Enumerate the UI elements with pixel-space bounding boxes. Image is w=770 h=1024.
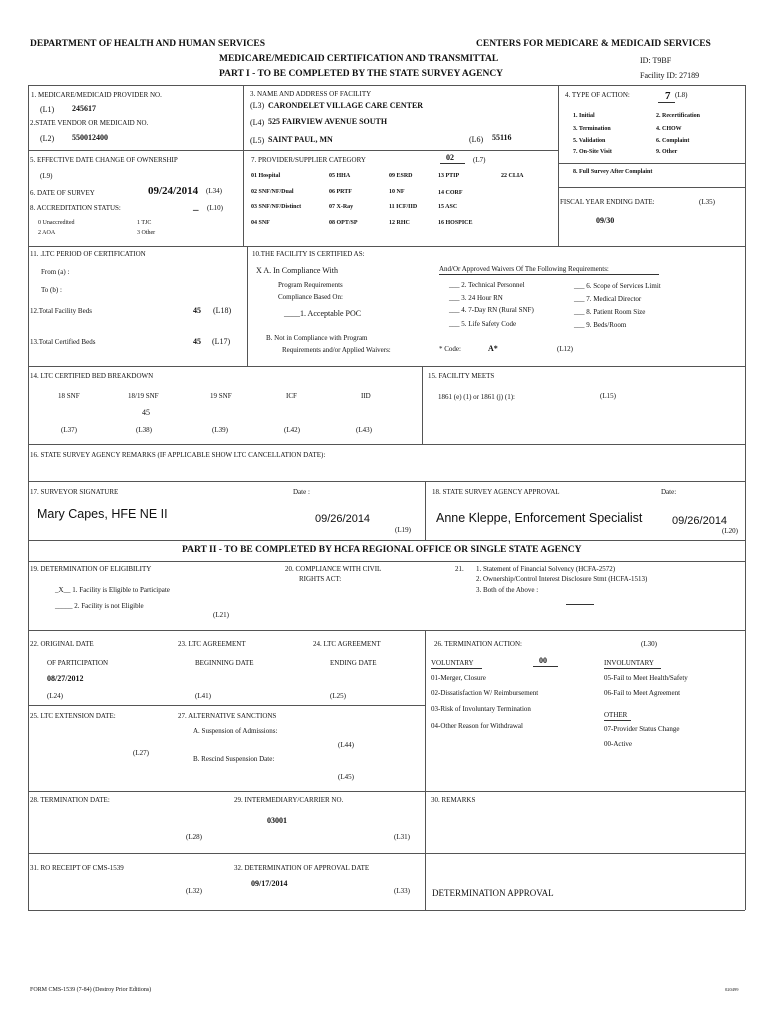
l6-ref: (L6) (469, 135, 484, 144)
civil-rights-label: 20. COMPLIANCE WITH CIVIL (285, 565, 382, 573)
action-opt-8: 8. Full Survey After Complaint (573, 169, 653, 175)
facility-city: SAINT PAUL, MN (268, 135, 333, 144)
category-14: 14 CORF (438, 190, 463, 196)
l4-ref: (L4) (250, 118, 265, 127)
certified-as-label: 10.THE FACILITY IS CERTIFIED AS: (252, 250, 365, 258)
approver-signature: Anne Kleppe, Enforcement Specialist (436, 511, 643, 525)
underline (566, 604, 594, 605)
waiver-5: ___ 5. Life Safety Code (449, 320, 517, 328)
accred-opt-3: 3 Other (137, 230, 156, 236)
category-22: 22 CLIA (501, 173, 524, 179)
l19-ref: (L19) (395, 526, 411, 534)
l43-ref: (L43) (356, 426, 372, 434)
voluntary-02: 02-Dissatisfaction W/ Reimbursement (431, 689, 539, 697)
suspension-admissions: A. Suspension of Admissions: (193, 727, 278, 735)
type-of-action-label: 4. TYPE OF ACTION: (565, 91, 630, 99)
l31-ref: (L31) (394, 833, 410, 841)
l10-ref: (L10) (207, 204, 223, 212)
provider-no-value: 245617 (72, 104, 96, 113)
certified-beds-label: 13.Total Certified Beds (30, 338, 96, 346)
category-04: 04 SNF (251, 220, 270, 226)
l1-ref: (L1) (40, 105, 55, 114)
agency-approval-label: 18. STATE SURVEY AGENCY APPROVAL (432, 488, 560, 496)
facility-zip: 55116 (492, 133, 512, 142)
l3-ref: (L3) (250, 101, 265, 110)
l24-ref: (L24) (47, 692, 63, 700)
involuntary-heading: INVOLUNTARY (604, 659, 654, 667)
l39-ref: (L39) (212, 426, 228, 434)
surveyor-date: 09/26/2014 (315, 513, 371, 525)
part-two-title: PART II - TO BE COMPLETED BY HCFA REGIONAL OFFICE OR SINGLE STATE AGENCY (182, 545, 582, 555)
financial-solvency: 1. Statement of Financial Solvency (HCFA-2572) (476, 565, 616, 573)
voluntary-heading: VOLUNTARY (431, 659, 474, 667)
bed-col-18snf: 18 SNF (58, 392, 80, 400)
divider (422, 366, 423, 444)
involuntary-05: 05-Fail to Meet Health/Safety (604, 674, 688, 682)
compliance-a-line3: Compliance Based On: (278, 293, 343, 301)
involuntary-06: 06-Fail to Meet Agreement (604, 689, 681, 697)
bed-breakdown-label: 14. LTC CERTIFIED BED BREAKDOWN (30, 372, 154, 380)
code-label: * Code: (439, 345, 461, 353)
l34-ref: (L34) (206, 187, 222, 195)
eligibility-label: 19. DETERMINATION OF ELIGIBILITY (30, 565, 152, 573)
period-to-label: To (b) : (41, 286, 62, 294)
section-21-num: 21. (455, 565, 464, 573)
bed-col-19snf: 19 SNF (210, 392, 232, 400)
waiver-4: ___ 4. 7-Day RN (Rural SNF) (449, 306, 534, 314)
divider (243, 150, 558, 151)
waivers-header: And/Or Approved Waivers Of The Following Requirements: (439, 265, 609, 273)
ownership-disclosure: 2. Ownership/Control Interest Disclosure Stmt (HCFA-1513) (476, 575, 648, 583)
category-13: 13 PTIP (438, 173, 460, 179)
underline (604, 668, 661, 669)
approval-date-label-32: 32. DETERMINATION OF APPROVAL DATE (234, 864, 370, 872)
voluntary-01: 01-Merger, Closure (431, 674, 486, 682)
category-16: 16 HOSPICE (438, 220, 473, 226)
underline (658, 102, 675, 103)
l28-ref: (L28) (186, 833, 202, 841)
l45-ref: (L45) (338, 773, 354, 781)
action-opt-2: 2. Recertification (656, 113, 700, 119)
alt-sanctions-label: 27. ALTERNATIVE SANCTIONS (178, 712, 277, 720)
l38-ref: (L38) (136, 426, 152, 434)
waiver-8: ___ 8. Patient Room Size (574, 308, 646, 316)
category-11: 11 ICF/IID (389, 204, 418, 210)
eligible-option: _X__ 1. Facility is Eligible to Participate (55, 586, 170, 594)
l33-ref: (L33) (394, 887, 410, 895)
other-07: 07-Provider Status Change (604, 725, 680, 733)
divider (425, 481, 426, 540)
fiscal-year-label: FISCAL YEAR ENDING DATE: (560, 198, 655, 206)
category-15: 15 ASC (438, 204, 458, 210)
facility-id: Facility ID: 27189 (640, 71, 700, 80)
termination-action-value: 00 (539, 656, 547, 665)
bed-col-18-19snf: 18/19 SNF (128, 392, 159, 400)
accreditation-value: _ (193, 200, 199, 212)
code-value: A* (488, 344, 498, 353)
bed-col-iid: IID (361, 392, 371, 400)
l17-ref: (L17) (212, 337, 231, 346)
waiver-9: ___ 9. Beds/Room (574, 321, 627, 329)
underline (439, 274, 659, 275)
total-beds-label: 12.Total Facility Beds (30, 307, 92, 315)
voluntary-03: 03-Risk of Involuntary Termination (431, 705, 531, 713)
divider (558, 163, 745, 164)
action-opt-4: 4. CHOW (656, 126, 682, 132)
category-09: 09 ESRD (389, 173, 413, 179)
ownership-change-label: 5. EFFECTIVE DATE CHANGE OF OWNERSHIP (30, 156, 178, 164)
action-opt-6: 6. Complaint (656, 138, 690, 144)
survey-date-value: 09/24/2014 (148, 185, 199, 197)
category-06: 06 PRTF (329, 189, 352, 195)
remarks-label: 30. REMARKS (431, 796, 476, 804)
waiver-6: ___ 6. Scope of Services Limit (574, 282, 661, 290)
part-one-title: PART I - TO BE COMPLETED BY THE STATE SURVEY AGENCY (219, 69, 504, 79)
l41-ref: (L41) (195, 692, 211, 700)
ltc-period-label: 11. .LTC PERIOD OF CERTIFICATION (30, 250, 146, 258)
waiver-2: ___ 2. Technical Personnel (449, 281, 525, 289)
divider (425, 630, 426, 910)
fiscal-year-value: 09/30 (596, 216, 615, 225)
l15-ref: (L15) (600, 392, 616, 400)
facility-name-label: 3. NAME AND ADDRESS OF FACILITY (250, 90, 372, 98)
divider (28, 540, 745, 541)
category-02: 02 SNF/NF/Dual (251, 189, 294, 195)
divider (28, 705, 425, 706)
ro-receipt-label: 31. RO RECEIPT OF CMS-1539 (30, 864, 124, 872)
facility-meets-text: 1861 (e) (1) or 1861 (j) (1): (438, 393, 515, 401)
l21-ref: (L21) (213, 611, 229, 619)
l12-ref: (L12) (557, 345, 573, 353)
divider (28, 150, 243, 151)
underline (431, 668, 482, 669)
ltc-end-label: 24. LTC AGREEMENT (313, 640, 381, 648)
divider (247, 246, 248, 366)
intermediary-label: 29. INTERMEDIARY/CARRIER NO. (234, 796, 344, 804)
action-opt-3: 3. Termination (573, 126, 611, 132)
divider (28, 561, 745, 562)
facility-address: 525 FAIRVIEW AVENUE SOUTH (268, 117, 388, 126)
waiver-3: ___ 3. 24 Hour RN (449, 294, 503, 302)
action-opt-5: 5. Validation (573, 138, 606, 144)
l8-ref: (L8) (675, 91, 688, 99)
action-opt-7: 7. On-Site Visit (573, 149, 612, 155)
total-beds-value: 45 (193, 306, 201, 315)
underline (604, 720, 631, 721)
l5-ref: (L5) (250, 136, 265, 145)
facility-meets-label: 15. FACILITY MEETS (428, 372, 495, 380)
category-08: 08 OPT/SP (329, 220, 358, 226)
approval-date-value-32: 09/17/2014 (251, 879, 288, 888)
border-right (745, 85, 746, 910)
provider-category-value: 02 (446, 153, 454, 162)
form-title: MEDICARE/MEDICAID CERTIFICATION AND TRANSMITTAL (219, 54, 499, 64)
surveyor-date-label: Date : (293, 488, 310, 496)
intermediary-value: 03001 (267, 816, 287, 825)
l2-ref: (L2) (40, 134, 55, 143)
provider-category-label: 7. PROVIDER/SUPPLIER CATEGORY (251, 156, 366, 164)
underline (533, 666, 558, 667)
accred-opt-0: 0 Unaccredited (38, 220, 75, 226)
noncompliance-b: B. Not in Compliance with Program (266, 334, 368, 342)
accreditation-label: 8. ACCREDITATION STATUS: (30, 204, 121, 212)
l9-ref: (L9) (40, 172, 53, 180)
civil-rights-label-2: RIGHTS ACT: (299, 575, 342, 583)
facility-name: CARONDELET VILLAGE CARE CENTER (268, 101, 424, 110)
category-10: 10 NF (389, 189, 405, 195)
divider (28, 85, 745, 86)
acceptable-poc: ____1. Acceptable POC (284, 309, 362, 318)
form-id: ID: T9BF (640, 56, 672, 65)
l32-ref: (L32) (186, 887, 202, 895)
both-above: 3. Both of the Above : (476, 586, 539, 594)
remarks-text: DETERMINATION APPROVAL (432, 888, 554, 898)
bed-col-icf: ICF (286, 392, 297, 400)
termination-action-label: 26. TERMINATION ACTION: (434, 640, 522, 648)
l7-ref: (L7) (473, 156, 486, 164)
original-date-value: 08/27/2012 (47, 674, 84, 683)
centers-title: CENTERS FOR MEDICARE & MEDICAID SERVICES (476, 39, 711, 49)
l25-ref: (L25) (330, 692, 346, 700)
compliance-a-line2: Program Requirements (278, 281, 343, 289)
l30-ref: (L30) (641, 640, 657, 648)
l44-ref: (L44) (338, 741, 354, 749)
approval-date-label: Date: (661, 488, 677, 496)
other-00: 00-Active (604, 740, 632, 748)
divider (28, 910, 745, 911)
provider-no-label: 1. MEDICARE/MEDICAID PROVIDER NO. (31, 91, 162, 99)
noncompliance-b-line2: Requirements and/or Applied Waivers: (282, 346, 391, 354)
divider (28, 630, 745, 631)
underline (440, 163, 465, 164)
divider (243, 85, 244, 246)
period-from-label: From (a) : (41, 268, 70, 276)
form-number: FORM CMS-1539 (7-84) (Destroy Prior Editions) (30, 987, 152, 993)
form-code: 020499 (725, 987, 739, 992)
l18-ref: (L18) (213, 306, 232, 315)
original-date-sub: OF PARTICIPATION (47, 659, 109, 667)
category-01: 01 Hospital (251, 173, 281, 179)
action-opt-9: 9. Other (656, 149, 678, 155)
divider (28, 791, 745, 792)
agency-remarks-label: 16. STATE SURVEY AGENCY REMARKS (IF APPLICABLE SHOW LTC CANCELLATION DATE): (30, 451, 326, 459)
termination-date-label: 28. TERMINATION DATE: (30, 796, 110, 804)
accred-opt-2: 2 AOA (38, 230, 56, 236)
bed-count-18-19snf: 45 (142, 408, 150, 417)
extension-date-label: 25. LTC EXTENSION DATE: (30, 712, 116, 720)
action-opt-1: 1. Initial (573, 113, 595, 119)
rescind-suspension: B. Rescind Suspension Date: (193, 755, 275, 763)
vendor-no-label: 2.STATE VENDOR OR MEDICAID NO. (30, 119, 149, 127)
category-03: 03 SNF/NF/Distinct (251, 204, 302, 210)
not-eligible-option: _____ 2. Facility is not Eligible (55, 602, 144, 610)
waiver-7: ___ 7. Medical Director (574, 295, 642, 303)
department-title: DEPARTMENT OF HEALTH AND HUMAN SERVICES (30, 39, 266, 49)
surveyor-signature: Mary Capes, HFE NE II (37, 507, 168, 521)
divider (28, 444, 745, 445)
voluntary-04: 04-Other Reason for Withdrawal (431, 722, 523, 730)
l27-ref: (L27) (133, 749, 149, 757)
l35-ref: (L35) (699, 198, 715, 206)
divider (558, 85, 559, 246)
l42-ref: (L42) (284, 426, 300, 434)
divider (28, 481, 745, 482)
ltc-end-sub: ENDING DATE (330, 659, 377, 667)
surveyor-signature-label: 17. SURVEYOR SIGNATURE (30, 488, 119, 496)
certified-beds-value: 45 (193, 337, 201, 346)
other-heading: OTHER (604, 711, 628, 719)
category-05: 05 HHA (329, 173, 351, 179)
vendor-no-value: 550012400 (72, 133, 108, 142)
l20-ref: (L20) (722, 527, 738, 535)
ltc-begin-sub: BEGINNING DATE (195, 659, 254, 667)
original-date-label: 22. ORIGINAL DATE (30, 640, 94, 648)
divider (28, 366, 745, 367)
divider (558, 187, 745, 188)
accred-opt-1: 1 TJC (137, 220, 152, 226)
border-left (28, 85, 29, 910)
category-12: 12 RHC (389, 220, 410, 226)
divider (28, 246, 745, 247)
ltc-begin-label: 23. LTC AGREEMENT (178, 640, 246, 648)
divider (28, 853, 745, 854)
type-of-action-value: 7 (665, 90, 671, 102)
category-07: 07 X-Ray (329, 204, 354, 210)
approval-date: 09/26/2014 (672, 515, 728, 527)
survey-date-label: 6. DATE OF SURVEY (30, 189, 95, 197)
l37-ref: (L37) (61, 426, 77, 434)
compliance-a: X A. In Compliance With (256, 266, 338, 275)
